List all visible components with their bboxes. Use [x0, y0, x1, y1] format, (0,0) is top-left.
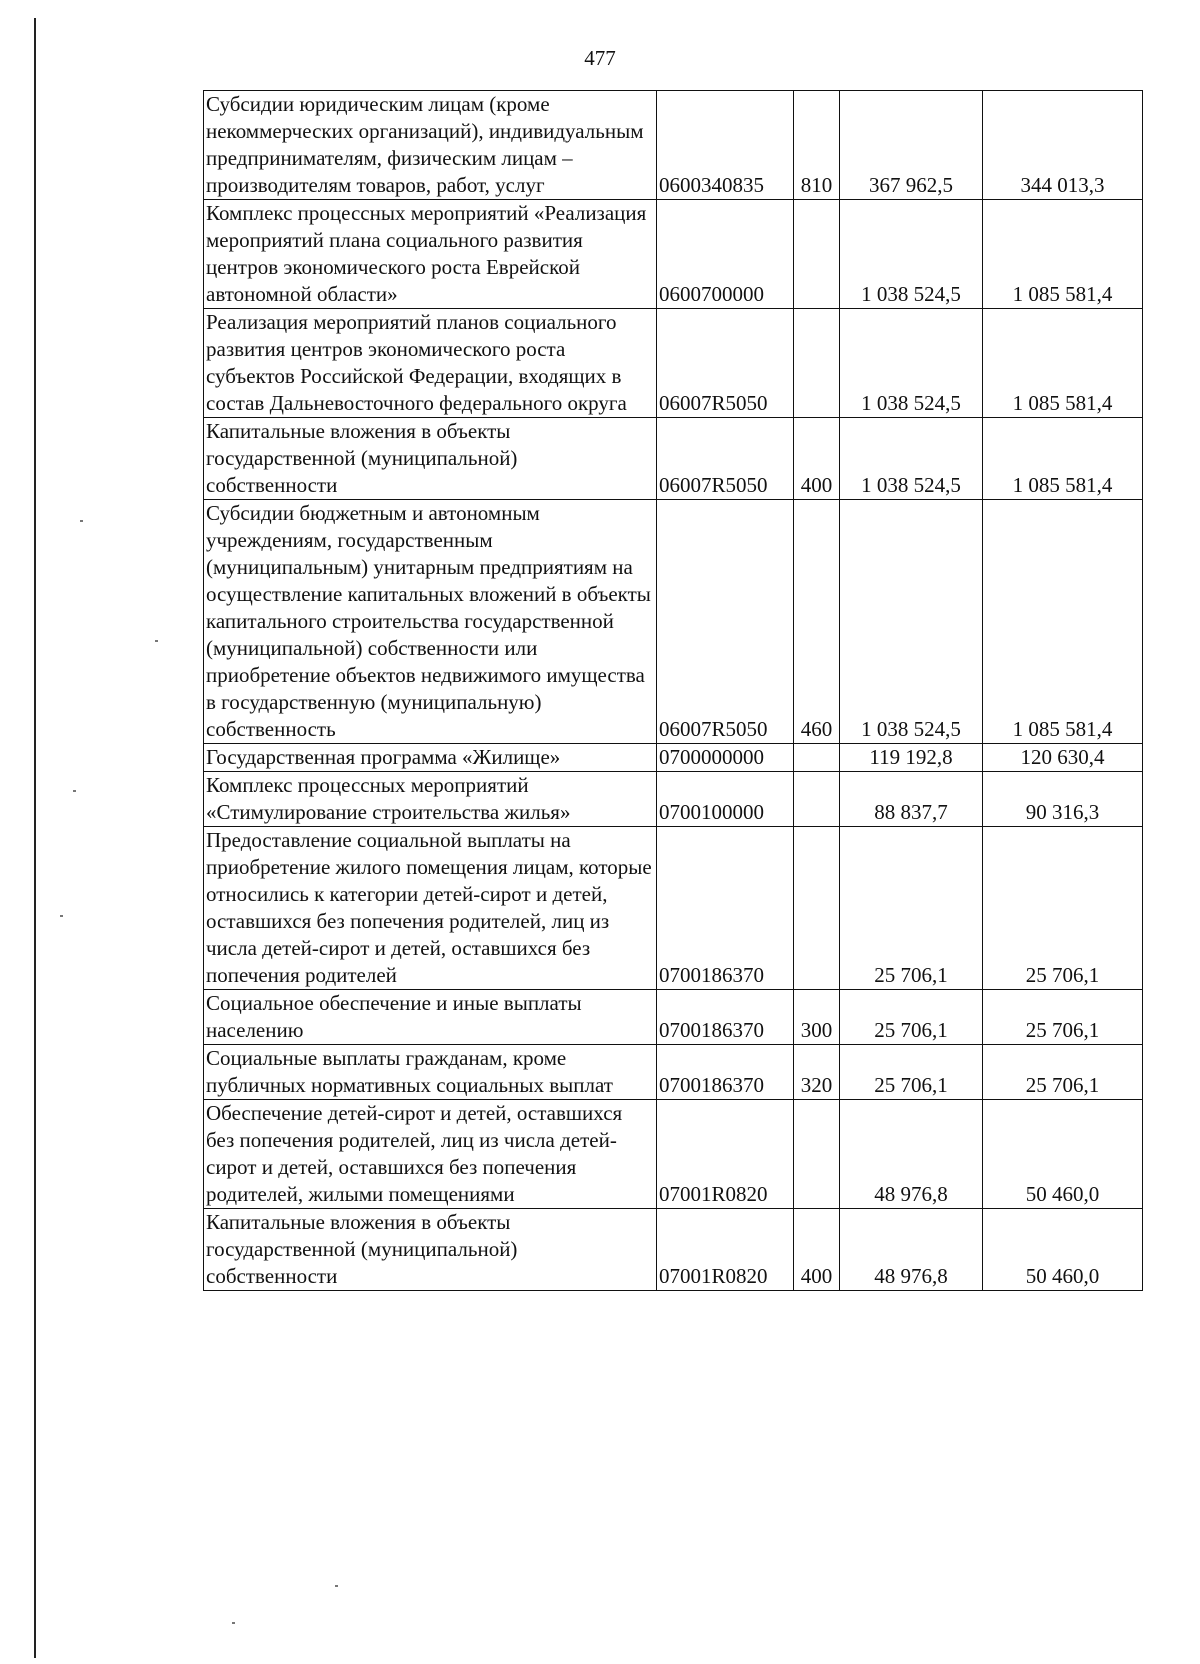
- row-sum-1: 48 976,8: [840, 1100, 983, 1209]
- row-code: 0700186370: [657, 1045, 794, 1100]
- row-name: Государственная программа «Жилище»: [204, 744, 657, 772]
- table-row: [204, 744, 1143, 772]
- row-name: Социальное обеспечение и иные выплаты населению: [204, 990, 657, 1045]
- row-code: 0700186370: [657, 990, 794, 1045]
- row-expense-type: [794, 744, 840, 772]
- row-code: 07001R0820: [657, 1209, 794, 1291]
- scan-speck: [335, 1585, 338, 1587]
- table-row: [204, 1100, 1143, 1209]
- scan-speck: [60, 915, 63, 917]
- table-row: [204, 91, 1143, 200]
- row-sum-1: 1 038 524,5: [840, 500, 983, 744]
- row-name: Субсидии бюджетным и автономным учреждениям, государственным (муниципальным) унитарным предприятиям на осуществление капитальных вложений в объекты капитального строительства государственной (муниципальной) собственности или приобретение объектов недвижимого имущества в государственную (муниципальную) собственность: [204, 500, 657, 744]
- row-sum-2: 90 316,3: [983, 772, 1143, 827]
- budget-table: [203, 90, 1143, 1291]
- scan-speck: [155, 640, 158, 642]
- row-sum-2: 1 085 581,4: [983, 500, 1143, 744]
- row-code: 07001R0820: [657, 1100, 794, 1209]
- row-sum-2: 25 706,1: [983, 990, 1143, 1045]
- row-expense-type: 810: [794, 91, 840, 200]
- row-expense-type: [794, 772, 840, 827]
- scan-edge-line: [34, 18, 36, 1658]
- row-code: 0700000000: [657, 744, 794, 772]
- row-code: 0600340835: [657, 91, 794, 200]
- row-expense-type: 400: [794, 418, 840, 500]
- row-name: Комплекс процессных мероприятий «Стимулирование строительства жилья»: [204, 772, 657, 827]
- row-code: 0700100000: [657, 772, 794, 827]
- table-row: [204, 200, 1143, 309]
- scan-speck: [73, 790, 76, 792]
- row-expense-type: [794, 200, 840, 309]
- row-expense-type: 320: [794, 1045, 840, 1100]
- row-name: Социальные выплаты гражданам, кроме публичных нормативных социальных выплат: [204, 1045, 657, 1100]
- row-name: Субсидии юридическим лицам (кроме некоммерческих организаций), индивидуальным предпринимателям, физическим лицам – производителям товаров, работ, услуг: [204, 91, 657, 200]
- row-sum-2: 25 706,1: [983, 827, 1143, 990]
- row-name: Капитальные вложения в объекты государственной (муниципальной) собственности: [204, 418, 657, 500]
- table-row: [204, 1045, 1143, 1100]
- row-name: Комплекс процессных мероприятий «Реализация мероприятий плана социального развития центров экономического роста Еврейской автономной области»: [204, 200, 657, 309]
- row-expense-type: 460: [794, 500, 840, 744]
- row-expense-type: 300: [794, 990, 840, 1045]
- row-code: 06007R5050: [657, 500, 794, 744]
- row-sum-1: 25 706,1: [840, 1045, 983, 1100]
- row-sum-1: 367 962,5: [840, 91, 983, 200]
- row-sum-2: 1 085 581,4: [983, 200, 1143, 309]
- row-sum-2: 25 706,1: [983, 1045, 1143, 1100]
- table-row: [204, 827, 1143, 990]
- row-expense-type: [794, 1100, 840, 1209]
- row-sum-1: 119 192,8: [840, 744, 983, 772]
- scan-speck: [80, 520, 83, 522]
- row-code: 0700186370: [657, 827, 794, 990]
- row-expense-type: [794, 827, 840, 990]
- row-sum-2: 1 085 581,4: [983, 309, 1143, 418]
- row-sum-1: 88 837,7: [840, 772, 983, 827]
- table-row: [204, 500, 1143, 744]
- row-code: 06007R5050: [657, 309, 794, 418]
- row-sum-2: 344 013,3: [983, 91, 1143, 200]
- row-sum-1: 1 038 524,5: [840, 309, 983, 418]
- row-name: Реализация мероприятий планов социального развития центров экономического роста субъектов Российской Федерации, входящих в состав Дальневосточного федерального округа: [204, 309, 657, 418]
- page-number: 477: [584, 46, 616, 70]
- row-expense-type: 400: [794, 1209, 840, 1291]
- table-row: [204, 309, 1143, 418]
- row-sum-2: 50 460,0: [983, 1209, 1143, 1291]
- table-row: [204, 990, 1143, 1045]
- row-sum-2: 1 085 581,4: [983, 418, 1143, 500]
- table-row: [204, 772, 1143, 827]
- row-name: Обеспечение детей-сирот и детей, оставшихся без попечения родителей, лиц из числа детей-сирот и детей, оставшихся без попечения родителей, жилыми помещениями: [204, 1100, 657, 1209]
- row-code: 0600700000: [657, 200, 794, 309]
- table-row: [204, 1209, 1143, 1291]
- row-name: Капитальные вложения в объекты государственной (муниципальной) собственности: [204, 1209, 657, 1291]
- row-sum-1: 48 976,8: [840, 1209, 983, 1291]
- row-sum-1: 1 038 524,5: [840, 200, 983, 309]
- row-sum-1: 25 706,1: [840, 827, 983, 990]
- row-sum-1: 25 706,1: [840, 990, 983, 1045]
- row-expense-type: [794, 309, 840, 418]
- row-sum-2: 50 460,0: [983, 1100, 1143, 1209]
- row-sum-1: 1 038 524,5: [840, 418, 983, 500]
- scan-speck: [232, 1622, 235, 1624]
- row-code: 06007R5050: [657, 418, 794, 500]
- table-row: [204, 418, 1143, 500]
- row-name: Предоставление социальной выплаты на приобретение жилого помещения лицам, которые относились к категории детей-сирот и детей, оставшихся без попечения родителей, лиц из числа детей-сирот и детей, оставшихся без попечения родителей: [204, 827, 657, 990]
- row-sum-2: 120 630,4: [983, 744, 1143, 772]
